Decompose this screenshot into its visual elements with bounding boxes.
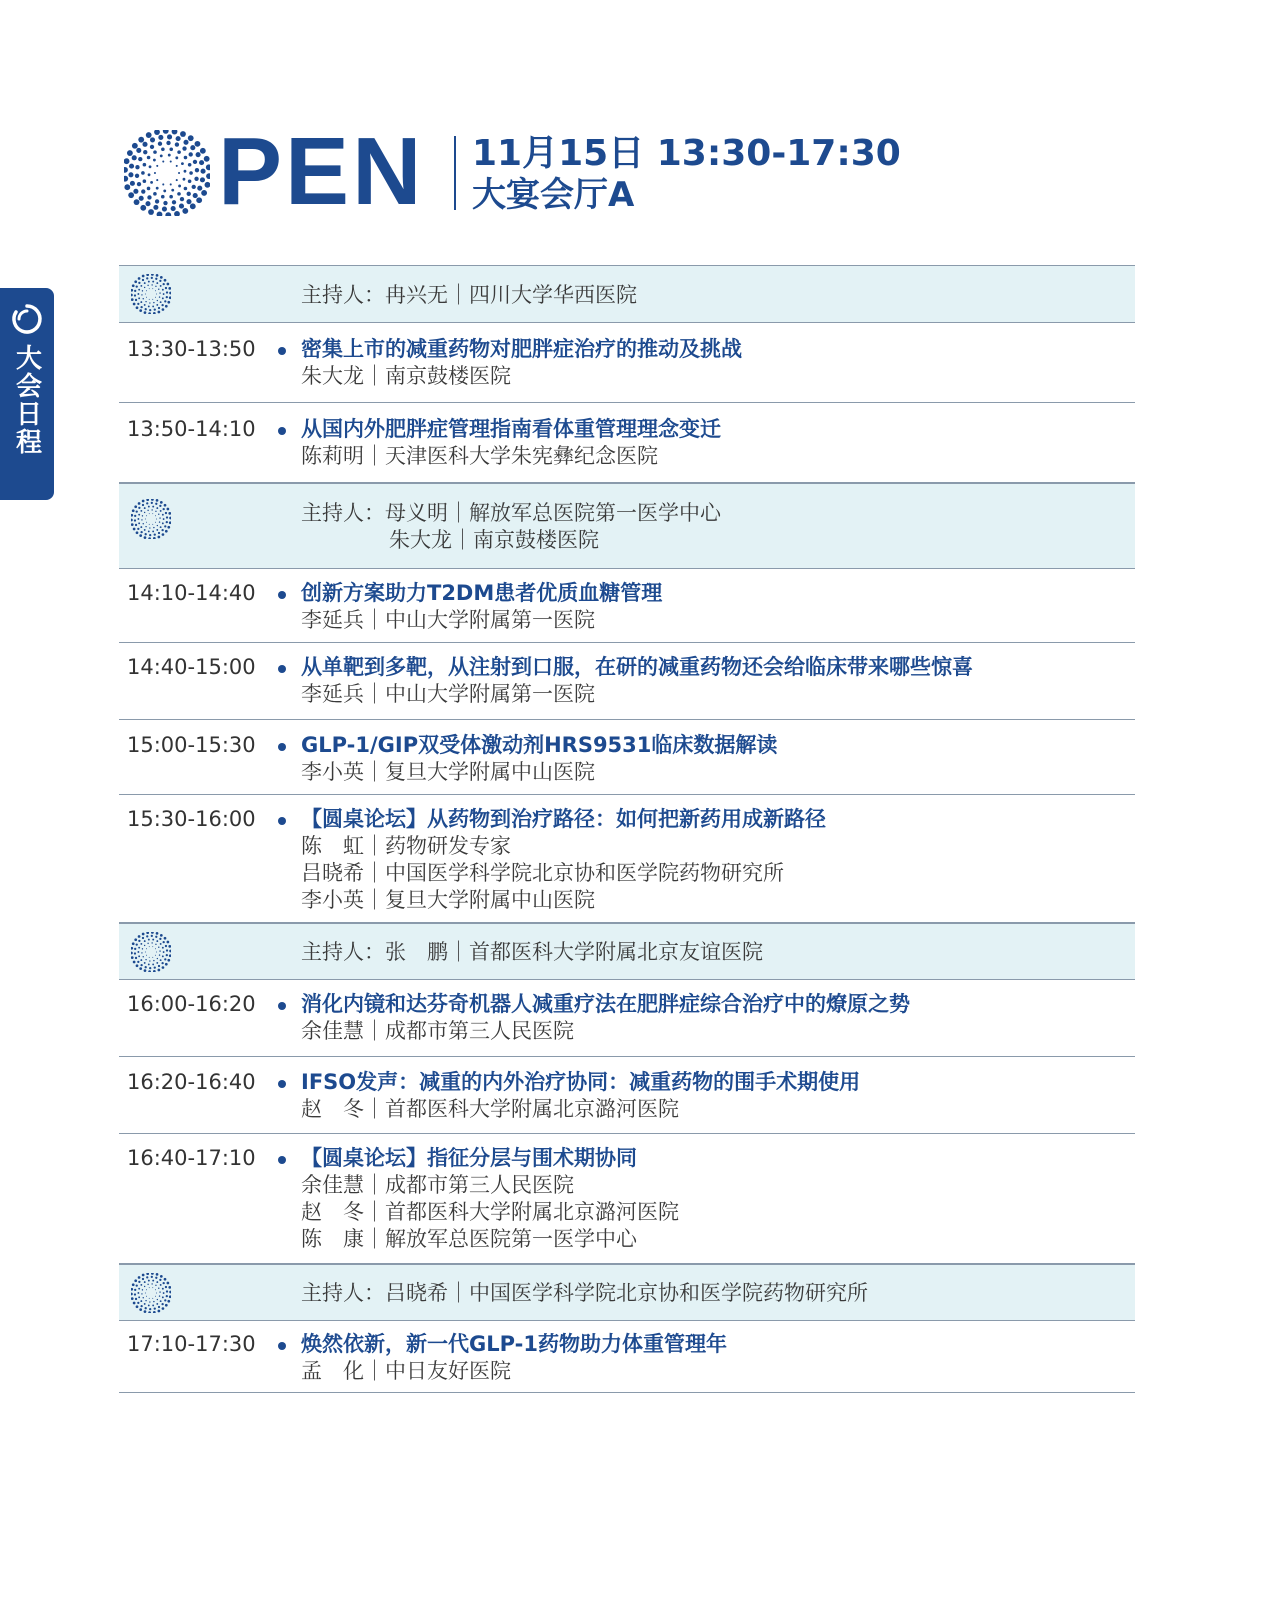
session-time: 16:00-16:20 — [127, 992, 256, 1016]
session-time: 16:40-17:10 — [127, 1146, 256, 1170]
session-time: 16:20-16:40 — [127, 1070, 256, 1094]
speaker: 朱大龙｜南京鼓楼医院 — [301, 364, 511, 388]
speaker: 孟 化｜中日友好医院 — [301, 1359, 511, 1383]
session-row — [119, 643, 1135, 720]
session-datetime: 11月15日 13:30-17:30 — [472, 133, 901, 174]
session-time: 13:30-13:50 — [127, 337, 256, 361]
session-row — [119, 720, 1135, 795]
bullet-dot — [278, 1342, 286, 1350]
speaker: 赵 冬｜首都医科大学附属北京潞河医院 — [301, 1200, 679, 1224]
talk-title: 密集上市的减重药物对肥胖症治疗的推动及挑战 — [301, 337, 742, 361]
speaker: 李小英｜复旦大学附属中山医院 — [301, 760, 595, 784]
speaker: 余佳慧｜成都市第三人民医院 — [301, 1173, 574, 1197]
session-row — [119, 980, 1135, 1057]
talk-title: 消化内镜和达芬奇机器人减重疗法在肥胖症综合治疗中的燎原之势 — [301, 992, 910, 1016]
speaker: 李延兵｜中山大学附属第一医院 — [301, 682, 595, 706]
bullet-dot — [278, 591, 286, 599]
speaker: 余佳慧｜成都市第三人民医院 — [301, 1019, 574, 1043]
talk-title: 焕然依新，新一代GLP-1药物助力体重管理年 — [301, 1332, 727, 1356]
session-time: 15:00-15:30 — [127, 733, 256, 757]
header-divider — [454, 136, 456, 210]
speaker: 李小英｜复旦大学附属中山医院 — [301, 888, 595, 912]
session-row — [119, 323, 1135, 403]
bullet-dot — [278, 1080, 286, 1088]
side-tab — [0, 288, 54, 500]
ring-icon — [10, 302, 44, 336]
dot-swirl-icon — [131, 499, 171, 539]
talk-title: 【圆桌论坛】指征分层与围术期协同 — [301, 1146, 637, 1170]
session-row — [119, 1057, 1135, 1134]
host-row — [119, 1264, 1135, 1321]
talk-title: 从单靶到多靶，从注射到口服，在研的减重药物还会给临床带来哪些惊喜 — [301, 655, 973, 679]
talk-title: GLP-1/GIP双受体激动剂HRS9531临床数据解读 — [301, 733, 778, 757]
session-row — [119, 795, 1135, 923]
bullet-dot — [278, 817, 286, 825]
session-time: 17:10-17:30 — [127, 1332, 256, 1356]
session-row — [119, 569, 1135, 643]
speaker: 陈 虹｜药物研发专家 — [301, 834, 511, 858]
header — [124, 118, 1024, 225]
session-time: 14:40-15:00 — [127, 655, 256, 679]
talk-title: 创新方案助力T2DM患者优质血糖管理 — [301, 581, 663, 605]
bullet-dot — [278, 427, 286, 435]
dot-swirl-icon — [131, 1273, 171, 1313]
session-row — [119, 1321, 1135, 1393]
speaker: 赵 冬｜首都医科大学附属北京潞河医院 — [301, 1097, 679, 1121]
logo-text: PEN — [218, 118, 425, 225]
session-time: 15:30-16:00 — [127, 807, 256, 831]
session-row — [119, 403, 1135, 483]
talk-title: IFSO发声：减重的内外治疗协同：减重药物的围手术期使用 — [301, 1070, 861, 1094]
session-time: 14:10-14:40 — [127, 581, 256, 605]
bullet-dot — [278, 347, 286, 355]
speaker: 吕晓希｜中国医学科学院北京协和医学院药物研究所 — [301, 861, 784, 885]
talk-title: 【圆桌论坛】从药物到治疗路径：如何把新药用成新路径 — [301, 807, 826, 831]
dot-swirl-logo-icon — [124, 130, 210, 216]
host-row — [119, 923, 1135, 980]
speaker: 李延兵｜中山大学附属第一医院 — [301, 608, 595, 632]
host-line-secondary: 朱大龙｜南京鼓楼医院 — [389, 528, 599, 552]
bullet-dot — [278, 743, 286, 751]
host-row — [119, 483, 1135, 569]
schedule — [119, 265, 1135, 1393]
host-line: 主持人：张 鹏｜首都医科大学附属北京友谊医院 — [301, 940, 763, 964]
bullet-dot — [278, 1156, 286, 1164]
speaker: 陈 康｜解放军总医院第一医学中心 — [301, 1227, 637, 1251]
dot-swirl-icon — [131, 932, 171, 972]
host-line: 主持人：母义明｜解放军总医院第一医学中心 — [301, 501, 721, 525]
side-tab-label: 大会日程 — [11, 344, 42, 456]
session-time: 13:50-14:10 — [127, 417, 256, 441]
dot-swirl-icon — [131, 274, 171, 314]
bullet-dot — [278, 1002, 286, 1010]
session-row — [119, 1134, 1135, 1264]
session-venue: 大宴会厅A — [472, 175, 635, 215]
host-row — [119, 265, 1135, 323]
speaker: 陈莉明｜天津医科大学朱宪彝纪念医院 — [301, 444, 658, 468]
host-line — [301, 527, 1135, 554]
bullet-dot — [278, 665, 286, 673]
host-line: 主持人：吕晓希｜中国医学科学院北京协和医学院药物研究所 — [301, 1281, 868, 1305]
talk-title: 从国内外肥胖症管理指南看体重管理理念变迁 — [301, 417, 721, 441]
host-line: 主持人：冉兴无｜四川大学华西医院 — [301, 283, 637, 307]
